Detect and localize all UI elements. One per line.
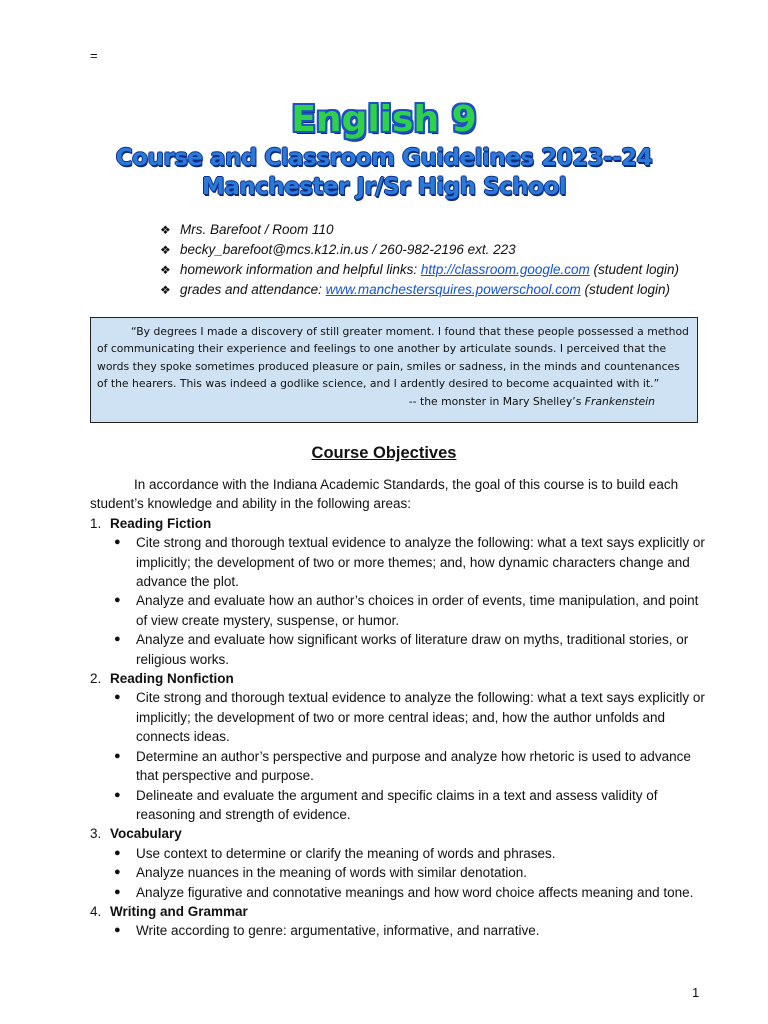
top-mark: = <box>90 48 98 63</box>
bullet-icon: ● <box>114 885 121 898</box>
list-item <box>90 921 710 940</box>
contact-text: becky_barefoot@mcs.k12.in.us / 260-982-2196 ext. 223 <box>180 242 516 257</box>
diamond-bullet-icon: ❖ <box>160 223 171 237</box>
bullet-icon: ● <box>114 536 121 549</box>
diamond-bullet-icon: ❖ <box>160 283 171 297</box>
contact-link[interactable]: http://classroom.google.com <box>420 262 590 277</box>
list-item-text: Analyze and evaluate how significant works of literature draw on myths, traditional stories, or religious works. <box>136 632 689 667</box>
attribution-text: -- the monster in Mary Shelley’s <box>408 394 585 408</box>
objective-section-header <box>90 824 710 843</box>
section-number: 1. <box>90 515 102 531</box>
course-title: English 9 <box>291 99 477 140</box>
bullet-icon: ● <box>114 788 121 801</box>
document-title <box>0 96 768 202</box>
objective-section-header <box>90 669 710 688</box>
list-item-text: Use context to determine or clarify the meaning of words and phrases. <box>136 845 556 861</box>
contact-suffix: (student login) <box>580 282 671 297</box>
list-item <box>90 844 710 863</box>
bullet-icon: ● <box>114 691 121 704</box>
page-number: 1 <box>692 985 700 1000</box>
objective-list <box>90 533 710 669</box>
section-title: Writing and Grammar <box>110 903 248 919</box>
list-item <box>90 688 710 746</box>
list-item-text: Analyze figurative and connotative meanings and how word choice affects meaning and tone. <box>136 884 694 900</box>
section-title: Vocabulary <box>110 826 182 842</box>
section-title: Reading Nonfiction <box>110 671 234 687</box>
objective-list <box>90 688 710 824</box>
list-item-text: Analyze and evaluate how an author’s choices in order of events, time manipulation, and point of view create mystery, suspense, or humor. <box>136 593 699 628</box>
list-item-text: Cite strong and thorough textual evidence to analyze the following: what a text says explicitly or implicitly; the development of two or more themes; and, how dynamic characters change and advance the plot. <box>136 535 705 590</box>
contact-text: grades and attendance: <box>180 282 326 297</box>
contact-text: homework information and helpful links: <box>180 262 421 277</box>
list-item <box>90 533 710 591</box>
objective-list <box>90 921 710 940</box>
quote-attribution <box>97 393 691 410</box>
contact-item <box>160 280 679 300</box>
attribution-work: Frankenstein <box>584 394 655 408</box>
diamond-bullet-icon: ❖ <box>160 243 171 257</box>
list-item <box>90 786 710 825</box>
list-item <box>90 591 710 630</box>
contact-list <box>160 220 679 300</box>
bullet-icon: ● <box>114 924 121 937</box>
quote-box <box>90 317 698 423</box>
objective-section-header <box>90 514 710 533</box>
list-item-text: Write according to genre: argumentative, informative, and narrative. <box>136 923 540 939</box>
diamond-bullet-icon: ❖ <box>160 263 171 277</box>
list-item-text: Determine an author’s perspective and purpose and analyze how rhetoric is used to advance that perspective and purpose. <box>136 748 691 784</box>
school-title: Manchester Jr/Sr High School <box>201 174 567 200</box>
objective-list <box>90 844 710 902</box>
guidelines-title: Course and Classroom Guidelines 2023--24 <box>115 145 653 171</box>
section-number: 3. <box>90 826 102 842</box>
list-item <box>90 863 710 882</box>
contact-item <box>160 240 679 260</box>
contact-text: Mrs. Barefoot / Room 110 <box>180 222 334 237</box>
section-number: 2. <box>90 671 102 687</box>
list-item <box>90 883 710 902</box>
list-item-text: Delineate and evaluate the argument and specific claims in a text and assess validity of reasoning and strength of evidence. <box>136 787 658 822</box>
contact-link[interactable]: www.manchestersquires.powerschool.com <box>325 282 581 297</box>
bullet-icon: ● <box>114 594 121 607</box>
bullet-icon: ● <box>114 633 121 646</box>
section-title: Reading Fiction <box>110 515 212 531</box>
contact-suffix: (student login) <box>589 262 680 277</box>
bullet-icon: ● <box>114 846 121 859</box>
objectives-body <box>90 475 710 941</box>
bullet-icon: ● <box>114 866 121 879</box>
bullet-icon: ● <box>114 749 121 762</box>
intro-paragraph: In accordance with the Indiana Academic Standards, the goal of this course is to build each student’s knowledge and ability in the following areas: <box>90 477 679 512</box>
list-item <box>90 630 710 669</box>
list-item-text: Analyze nuances in the meaning of words with similar denotation. <box>136 865 527 881</box>
contact-item <box>160 260 679 280</box>
objective-section-header <box>90 902 710 921</box>
contact-item <box>160 220 679 240</box>
section-heading: Course Objectives <box>311 444 457 462</box>
section-number: 4. <box>90 903 102 919</box>
quote-text: “By degrees I made a discovery of still greater moment. I found that these people possessed a method of communicating their experience and feelings to one another by articulate sounds. I perceived that the words they spoke sometimes produced pleasure or pain, smiles or sadness, in the minds and countenances of the hearers. This was indeed a godlike science, and I ardently desired to become acquainted with it.” <box>97 325 689 391</box>
list-item <box>90 747 710 786</box>
list-item-text: Cite strong and thorough textual evidence to analyze the following: what a text says explicitly or implicitly; the development of two or more central ideas; and, how the author unfolds and connects ideas. <box>136 690 705 745</box>
